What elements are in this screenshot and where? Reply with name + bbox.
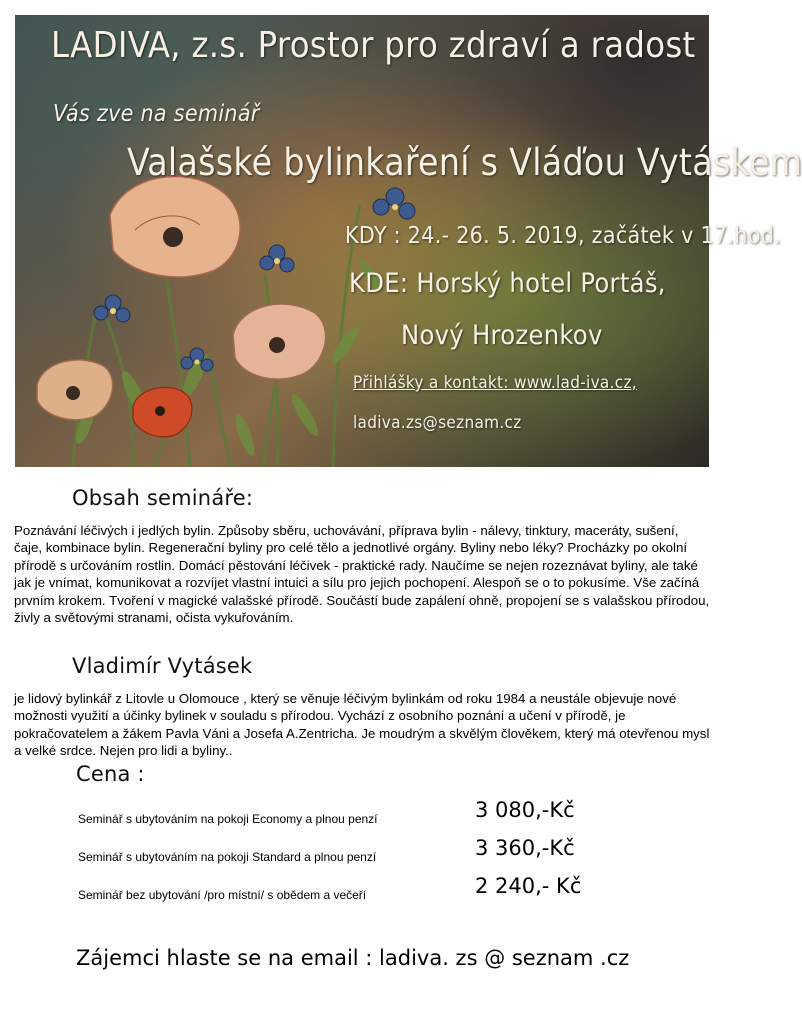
poster-when-line: KDY : 24.- 26. 5. 2019, začátek v 17.hod. (345, 223, 781, 249)
footer-email-line: Zájemci hlaste se na email : ladiva. zs @ seznam .cz (76, 946, 630, 970)
price-label: Seminář bez ubytování /pro místní/ s obědem a večeří (78, 888, 367, 902)
poster-event-title: Valašské bylinkaření s Vláďou Vytáskem (127, 141, 802, 184)
content-paragraph: Poznávání léčivých i jedlých bylin. Způsoby sběru, uchovávání, příprava bylin - nálevy, tinktury, maceráty, sušení, čaje, kombinace bylin. Regenerační byliny pro celé tělo a jednotlivé orgány. Byliny nebo léky? Procházky po okolní přírodě s určováním rostlin. Domácí pěstování léčivek - praktické rady. Naučíme se nejen rozeznávat byliny, ale také jak je vnímat, komunikovat a rozvíjet vlastní intuici a sílu pro jejich pochopení. Alespoň se o to pokusíme. Vše začíná prvním krokem. Tvoření v magické valašské přírodě. Součástí bude zapálení ohně, propojení se s valašskou přírodou, živly a světovými stranami, očista vykuřováním. (14, 523, 710, 626)
poster-invite-line: Vás zve na seminář (53, 101, 260, 127)
lecturer-paragraph: je lidový bylinkář z Litovle u Olomouce , který se věnuje léčivým bylinkám od roku 1984 a neustále objevuje nové možnosti využití a účinky bylinek v souladu s přírodou. Vychází z osobního poznání a učení v přírodě, je pokračovatelem a žákem Pavla Váni a Josefa A.Zentricha. Je moudrým a skvělým člověkem, který má otevřenou mysl a velké srdce. Nejen pro lidi a byliny.. (14, 691, 710, 759)
pricing-heading: Cena : (76, 762, 145, 786)
price-value: 2 240,- Kč (475, 874, 582, 898)
poster-where-line-1: KDE: Horský hotel Portáš, (349, 268, 666, 299)
poster-contact-line: Přihlášky a kontakt: www.lad-iva.cz, (353, 373, 637, 393)
lecturer-heading: Vladimír Vytásek (72, 654, 253, 678)
poster-banner (15, 15, 802, 467)
content-heading: Obsah semináře: (72, 486, 254, 510)
poster-where-line-2: Nový Hrozenkov (401, 320, 603, 351)
price-label: Seminář s ubytováním na pokoji Economy a plnou penzí (78, 812, 378, 826)
price-value: 3 080,-Kč (475, 798, 575, 822)
poster-contact-email: ladiva.zs@seznam.cz (353, 413, 522, 433)
price-value: 3 360,-Kč (475, 836, 575, 860)
price-label: Seminář s ubytováním na pokoji Standard a plnou penzí (78, 850, 377, 864)
poster-org-line: LADIVA, z.s. Prostor pro zdraví a radost (51, 25, 696, 66)
